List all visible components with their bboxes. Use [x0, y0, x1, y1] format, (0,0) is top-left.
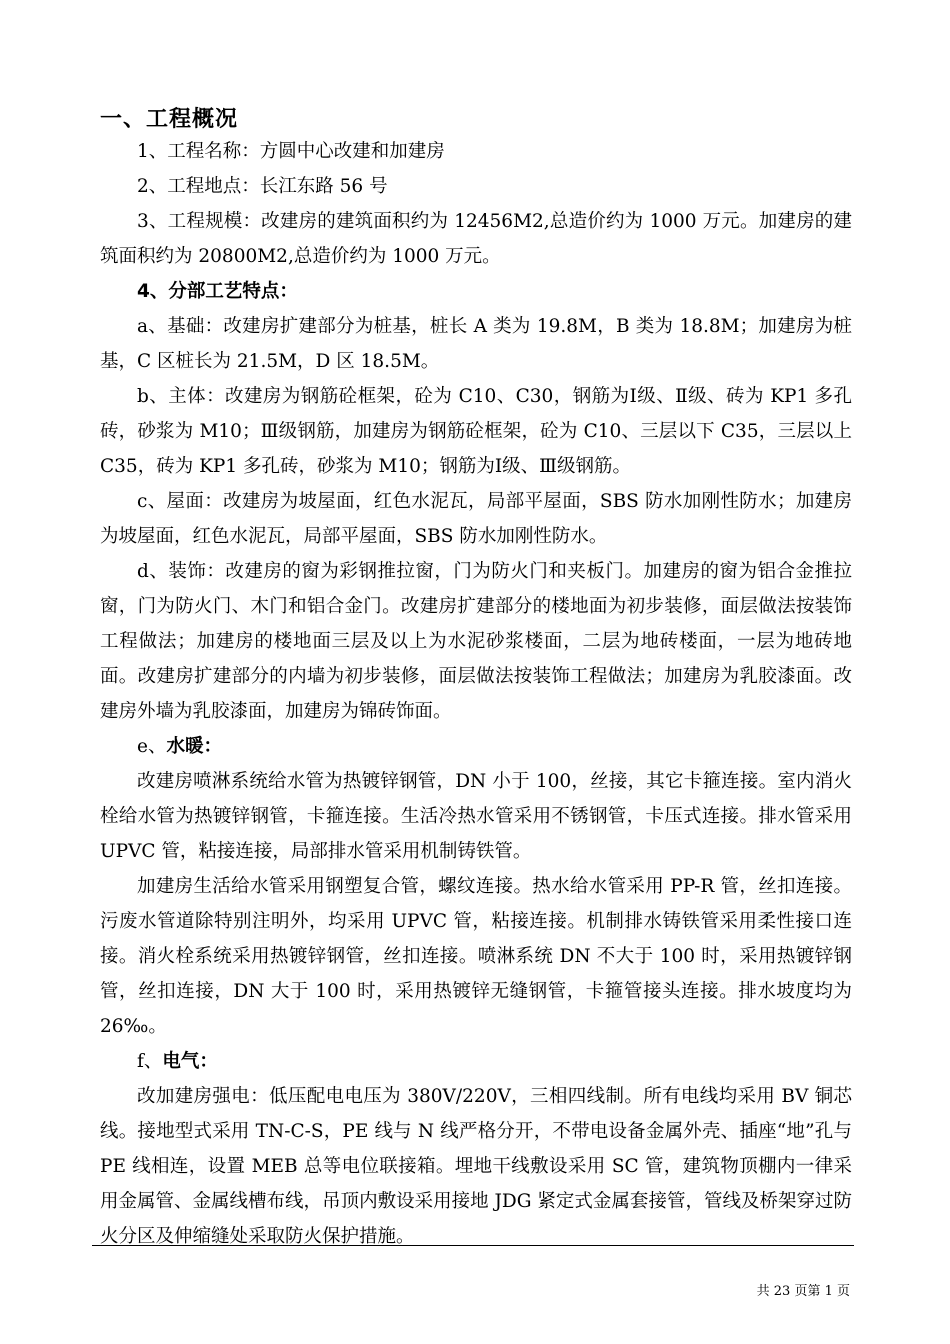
section-d-decoration: d、装饰：改建房的窗为彩钢推拉窗，门为防火门和夹板门。加建房的窗为铝合金推拉窗，门为防火门、木门和铝合金门。改建房扩建部分的楼地面为初步装修，面层做法按装饰工程做法；加建房的楼地面三层及以上为水泥砂浆楼面，二层为地砖楼面，一层为地砖地面。改建房扩建部分的内墙为初步装修，面层做法按装饰工程做法；加建房为乳胶漆面。改建房外墙为乳胶漆面，加建房为锦砖饰面。: [100, 561, 852, 722]
item-project-scale: 3、工程规模：改建房的建筑面积约为 12456M2,总造价约为 1000 万元。加建房的建筑面积约为 20800M2,总造价约为 1000 万元。: [100, 211, 852, 267]
page-number: 共 23 页第 1 页: [756, 1284, 850, 1299]
section-a-foundation: a、基础：改建房扩建部分为桩基，桩长 A 类为 19.8M，B 类为 18.8M；加建房为桩基，C 区桩长为 21.5M，D 区 18.5M。: [100, 316, 852, 372]
section-heading: 一、工程概况: [100, 107, 239, 132]
section-f-paragraph-1: 改加建房强电：低压配电电压为 380V/220V，三相四线制。所有电线均采用 BV 铜芯线。接地型式采用 TN-C-S，PE 线与 N 线严格分开，不带电设备金属外壳、插座“地”孔与 PE 线相连，设置 MEB 总等电位联接箱。埋地干线敷设采用 SC 管，建筑物顶棚内一律采用金属管、金属线槽布线，吊顶内敷设采用接地 JDG 紧定式金属套接管，管线及桥架穿过防火分区及伸缩缝处采取防火保护措施。: [100, 1086, 852, 1247]
section-f-heading: [100, 1044, 852, 1079]
section-e-heading: [100, 729, 852, 764]
footer-divider: [92, 1245, 854, 1246]
document-body: [100, 134, 852, 1254]
item-project-location: 2、工程地点：长江东路 56 号: [137, 176, 388, 197]
section-f-label: 电气：: [162, 1051, 218, 1072]
section-e-label: 水暖：: [166, 736, 222, 757]
section-f-prefix: f、: [137, 1051, 163, 1072]
section-b-structure: b、主体：改建房为钢筋砼框架，砼为 C10、C30，钢筋为Ⅰ级、Ⅱ级、砖为 KP1 多孔砖，砂浆为 M10；Ⅲ级钢筋，加建房为钢筋砼框架，砼为 C10、三层以下 C35，三层以上 C35，砖为 KP1 多孔砖，砂浆为 M10；钢筋为Ⅰ级、Ⅲ级钢筋。: [100, 386, 852, 477]
section-e-paragraph-1: 改建房喷淋系统给水管为热镀锌钢管，DN 小于 100，丝接，其它卡箍连接。室内消火栓给水管为热镀锌钢管，卡箍连接。生活冷热水管采用不锈钢管，卡压式连接。排水管采用 UPVC 管，粘接连接，局部排水管采用机制铸铁管。: [100, 771, 852, 862]
section-c-roof: c、屋面：改建房为坡屋面，红色水泥瓦，局部平屋面，SBS 防水加刚性防水；加建房为坡屋面，红色水泥瓦，局部平屋面，SBS 防水加刚性防水。: [100, 491, 852, 547]
section-e-paragraph-2: 加建房生活给水管采用钢塑复合管，螺纹连接。热水给水管采用 PP-R 管，丝扣连接。污废水管道除特别注明外，均采用 UPVC 管，粘接连接。机制排水铸铁管采用柔性接口连接。消火栓系统采用热镀锌钢管，丝扣连接。喷淋系统 DN 不大于 100 时，采用热镀锌钢管，丝扣连接，DN 大于 100 时，采用热镀锌无缝钢管，卡箍管接头连接。排水坡度均为 26‰。: [100, 876, 852, 1037]
item-process-features: 4、分部工艺特点：: [137, 281, 298, 302]
item-project-name: 1、工程名称：方圆中心改建和加建房: [137, 141, 445, 162]
section-e-prefix: e、: [137, 736, 167, 757]
